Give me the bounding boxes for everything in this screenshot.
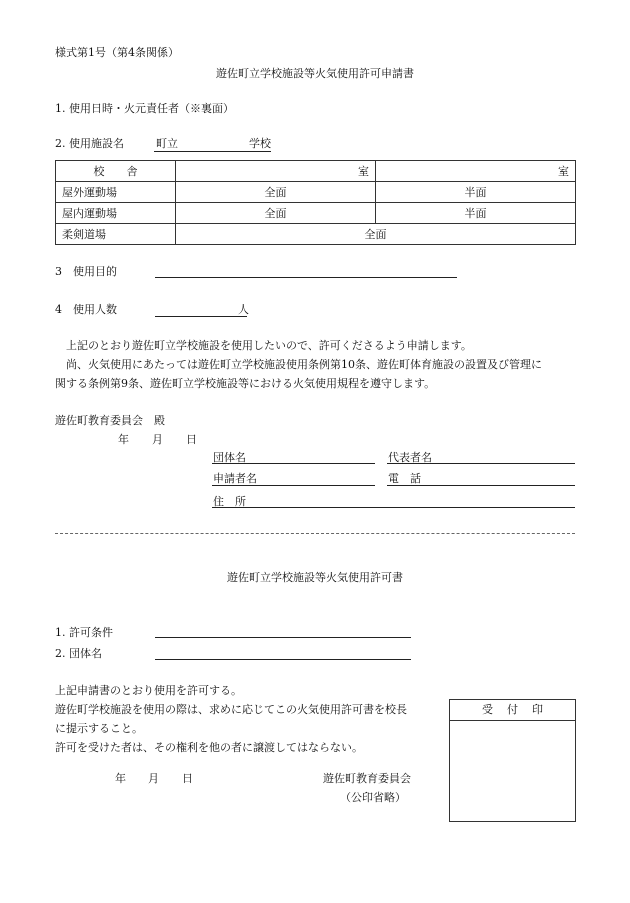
compliance-statement-1: 尚、火気使用にあたっては遊佐町立学校施設使用条例第10条、遊佐町体育施設の設置及び管理に bbox=[66, 358, 542, 371]
permit-title: 遊佐町立学校施設等火気使用許可書 bbox=[227, 571, 403, 584]
phone-field[interactable] bbox=[387, 485, 575, 486]
permit-condition-field[interactable] bbox=[155, 637, 411, 638]
representative-label: 代表者名 bbox=[388, 451, 432, 464]
cut-line bbox=[55, 533, 575, 534]
facility-option-cell[interactable]: 室 bbox=[176, 161, 376, 182]
reception-stamp-label: 受付印 bbox=[450, 700, 575, 721]
address-label: 住 所 bbox=[213, 495, 246, 508]
table-row bbox=[56, 203, 576, 224]
applicant-field[interactable] bbox=[212, 485, 375, 486]
item-usage-datetime: 1. 使用日時・火元責任者（※裏面） bbox=[55, 102, 234, 115]
item-headcount-label: 4 使用人数 bbox=[55, 303, 117, 316]
permit-date-year: 年 bbox=[115, 772, 126, 785]
date-day: 日 bbox=[186, 433, 197, 446]
address-field[interactable] bbox=[212, 507, 575, 508]
date-year: 年 bbox=[118, 433, 129, 446]
permit-date-day: 日 bbox=[182, 772, 193, 785]
representative-field[interactable] bbox=[387, 463, 575, 464]
form-number: 様式第1号（第4条関係） bbox=[55, 46, 179, 59]
item-facility-label: 2. 使用施設名 bbox=[55, 137, 124, 150]
issuer-name: 遊佐町教育委員会 bbox=[323, 772, 411, 785]
permit-group-label: 2. 団体名 bbox=[55, 647, 102, 660]
date-month: 月 bbox=[152, 433, 163, 446]
application-title: 遊佐町立学校施設等火気使用許可申請書 bbox=[216, 67, 414, 80]
permit-group-field[interactable] bbox=[155, 659, 411, 660]
item-facility-school: 学校 bbox=[249, 137, 271, 150]
permit-approval-text: 上記申請書のとおり使用を許可する。 bbox=[55, 684, 242, 697]
applicant-label: 申請者名 bbox=[213, 472, 257, 485]
group-name-label: 団体名 bbox=[213, 451, 246, 464]
facility-option-cell[interactable]: 室 bbox=[376, 161, 576, 182]
facility-name-underline bbox=[154, 151, 271, 152]
facility-name-cell: 屋内運動場 bbox=[56, 203, 176, 224]
purpose-field[interactable] bbox=[155, 277, 457, 278]
table-row bbox=[56, 224, 576, 245]
table-row bbox=[56, 161, 576, 182]
permit-transfer-text: 許可を受けた者は、その権利を他の者に譲渡してはならない。 bbox=[55, 741, 363, 754]
facility-name-cell: 柔剣道場 bbox=[56, 224, 176, 245]
facility-option-cell[interactable]: 全面 bbox=[176, 182, 376, 203]
facility-option-cell[interactable]: 全面 bbox=[176, 224, 576, 245]
permit-display-text-2: に提示すること。 bbox=[55, 722, 143, 735]
seal-omitted-note: （公印省略） bbox=[340, 791, 406, 804]
headcount-unit: 人 bbox=[238, 303, 249, 316]
facility-name-cell: 校 舎 bbox=[56, 161, 176, 182]
addressee: 遊佐町教育委員会 殿 bbox=[55, 414, 165, 427]
item-facility-town: 町立 bbox=[156, 137, 178, 150]
permit-date-month: 月 bbox=[148, 772, 159, 785]
facility-option-cell[interactable]: 半面 bbox=[376, 182, 576, 203]
facility-option-cell[interactable]: 全面 bbox=[176, 203, 376, 224]
item-purpose-label: 3 使用目的 bbox=[55, 265, 117, 278]
request-statement: 上記のとおり遊佐町立学校施設を使用したいので、許可くださるよう申請します。 bbox=[66, 339, 472, 352]
table-row bbox=[56, 182, 576, 203]
compliance-statement-2: 関する条例第9条、遊佐町立学校施設等における火気使用規程を遵守します。 bbox=[55, 377, 436, 390]
phone-label: 電 話 bbox=[388, 472, 421, 485]
permit-display-text-1: 遊佐町学校施設を使用の際は、求めに応じてこの火気使用許可書を校長 bbox=[55, 703, 407, 716]
group-name-field[interactable] bbox=[212, 463, 375, 464]
reception-stamp-box bbox=[449, 699, 576, 822]
facility-option-cell[interactable]: 半面 bbox=[376, 203, 576, 224]
facility-name-cell: 屋外運動場 bbox=[56, 182, 176, 203]
headcount-field[interactable] bbox=[155, 316, 247, 317]
facility-table bbox=[55, 160, 576, 245]
permit-condition-label: 1. 許可条件 bbox=[55, 626, 113, 639]
